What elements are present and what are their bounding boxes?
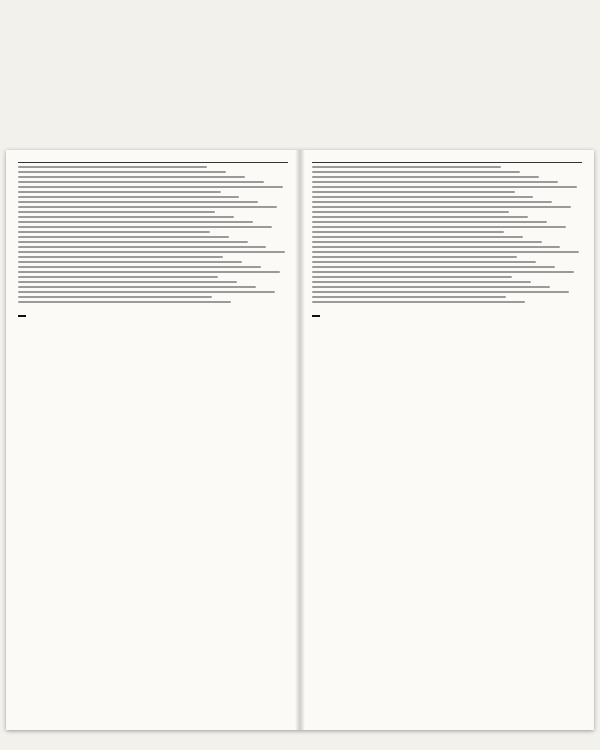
body-text	[312, 166, 582, 303]
text-line	[312, 281, 531, 283]
text-line	[18, 256, 223, 258]
text-line	[312, 211, 509, 213]
text-line	[312, 261, 536, 263]
text-line	[18, 216, 234, 218]
book-spread	[6, 150, 594, 730]
text-line	[312, 286, 550, 288]
right-page	[300, 150, 594, 730]
text-line	[18, 226, 272, 228]
left-page	[6, 150, 300, 730]
text-line	[18, 231, 210, 233]
text-line	[312, 186, 577, 188]
body-text	[18, 166, 288, 303]
text-line	[312, 171, 520, 173]
text-line	[18, 171, 226, 173]
text-line	[312, 291, 569, 293]
text-line	[18, 246, 266, 248]
text-line	[18, 251, 285, 253]
text-line	[18, 241, 248, 243]
text-line	[312, 221, 547, 223]
text-line	[312, 201, 552, 203]
text-line	[18, 236, 229, 238]
text-line	[18, 191, 221, 193]
text-line	[312, 166, 501, 168]
text-line	[18, 271, 280, 273]
text-line	[18, 296, 212, 298]
text-line	[312, 296, 506, 298]
text-line	[312, 181, 558, 183]
text-line	[18, 196, 239, 198]
text-line	[312, 191, 515, 193]
text-line	[18, 211, 215, 213]
text-line	[312, 246, 560, 248]
text-line	[18, 261, 242, 263]
text-line	[18, 221, 253, 223]
text-line	[312, 231, 504, 233]
text-line	[18, 266, 261, 268]
text-line	[18, 201, 258, 203]
text-line	[18, 206, 277, 208]
text-line	[312, 236, 523, 238]
entry-title	[18, 315, 26, 317]
text-line	[312, 176, 539, 178]
text-line	[312, 256, 517, 258]
text-line	[18, 176, 245, 178]
text-line	[312, 271, 574, 273]
text-line	[312, 276, 512, 278]
text-line	[18, 291, 275, 293]
text-line	[312, 206, 571, 208]
text-line	[18, 181, 264, 183]
text-line	[312, 251, 579, 253]
text-line	[18, 166, 207, 168]
text-line	[18, 281, 237, 283]
text-line	[18, 276, 218, 278]
entry-title	[312, 315, 320, 317]
text-line	[312, 266, 555, 268]
text-line	[18, 186, 283, 188]
text-line	[312, 226, 566, 228]
text-line	[312, 196, 533, 198]
running-head	[312, 160, 582, 163]
running-head	[18, 160, 288, 163]
text-line	[18, 286, 256, 288]
text-line	[18, 301, 231, 303]
text-line	[312, 241, 542, 243]
text-line	[312, 301, 525, 303]
text-line	[312, 216, 528, 218]
